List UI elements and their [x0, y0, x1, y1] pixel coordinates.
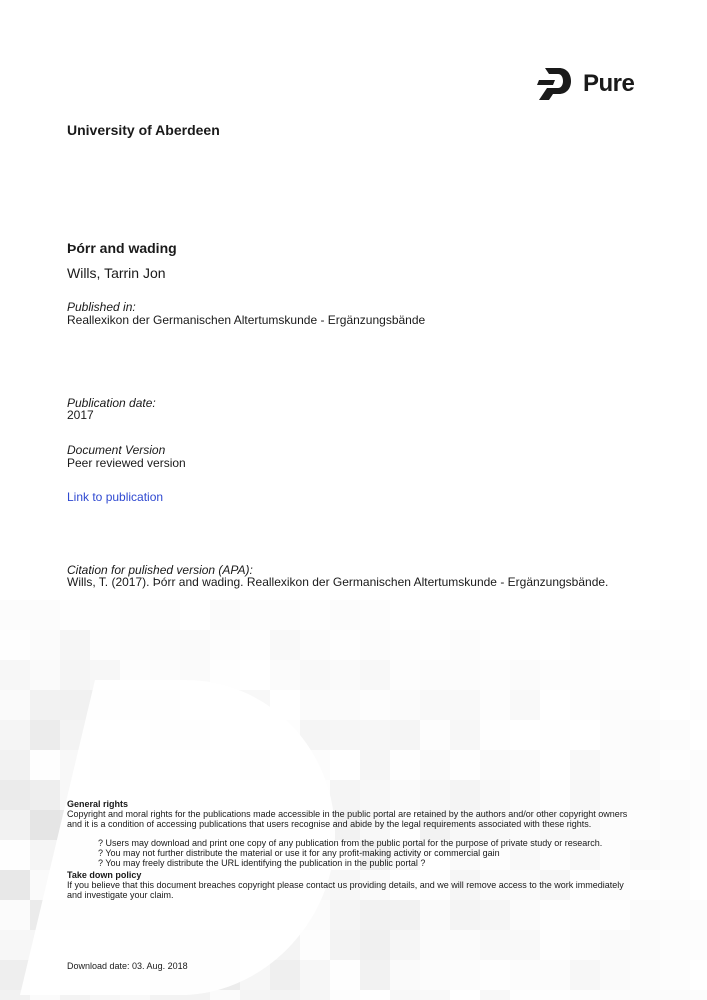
institution-name: University of Aberdeen — [67, 122, 220, 138]
logo-text: Pure — [583, 70, 635, 97]
published-in-label: Published in: — [67, 300, 136, 314]
rights-bullet-3: ? You may freely distribute the URL identifying the publication in the public portal ? — [98, 858, 426, 868]
citation-value: Wills, T. (2017). Þórr and wading. Reallexikon der Germanischen Altertumskunde - Ergänzungsbände. — [67, 575, 609, 589]
general-rights-line-2: and it is a condition of accessing publications that users recognise and abide by the legal requirements associated with these rights. — [67, 819, 592, 829]
takedown-line-2: and investigate your claim. — [67, 890, 174, 900]
rights-bullet-1: ? Users may download and print one copy of any publication from the public portal for the purpose of private study or research. — [98, 838, 603, 848]
general-rights-line-1: Copyright and moral rights for the publications made accessible in the public portal are retained by the authors and/or other copyright owners — [67, 809, 628, 819]
publication-date-value: 2017 — [67, 408, 94, 422]
link-to-publication[interactable]: Link to publication — [67, 490, 164, 504]
download-date: Download date: 03. Aug. 2018 — [67, 961, 188, 971]
document-version-value: Peer reviewed version — [67, 456, 186, 470]
document-version-label: Document Version — [67, 443, 166, 457]
published-in-value: Reallexikon der Germanischen Altertumskunde - Ergänzungsbände — [67, 313, 426, 327]
general-rights-heading: General rights — [67, 799, 129, 809]
citation-label: Citation for pulished version (APA): — [67, 563, 253, 577]
document-author: Wills, Tarrin Jon — [67, 265, 166, 281]
publication-date-label: Publication date: — [67, 396, 156, 410]
document-title: Þórr and wading — [67, 240, 177, 256]
rights-bullet-2: ? You may not further distribute the material or use it for any profit-making activity or commercial gain — [98, 848, 500, 858]
takedown-line-1: If you believe that this document breaches copyright please contact us providing details, and we will remove access to the work immediately — [67, 880, 624, 890]
takedown-heading: Take down policy — [67, 870, 142, 880]
